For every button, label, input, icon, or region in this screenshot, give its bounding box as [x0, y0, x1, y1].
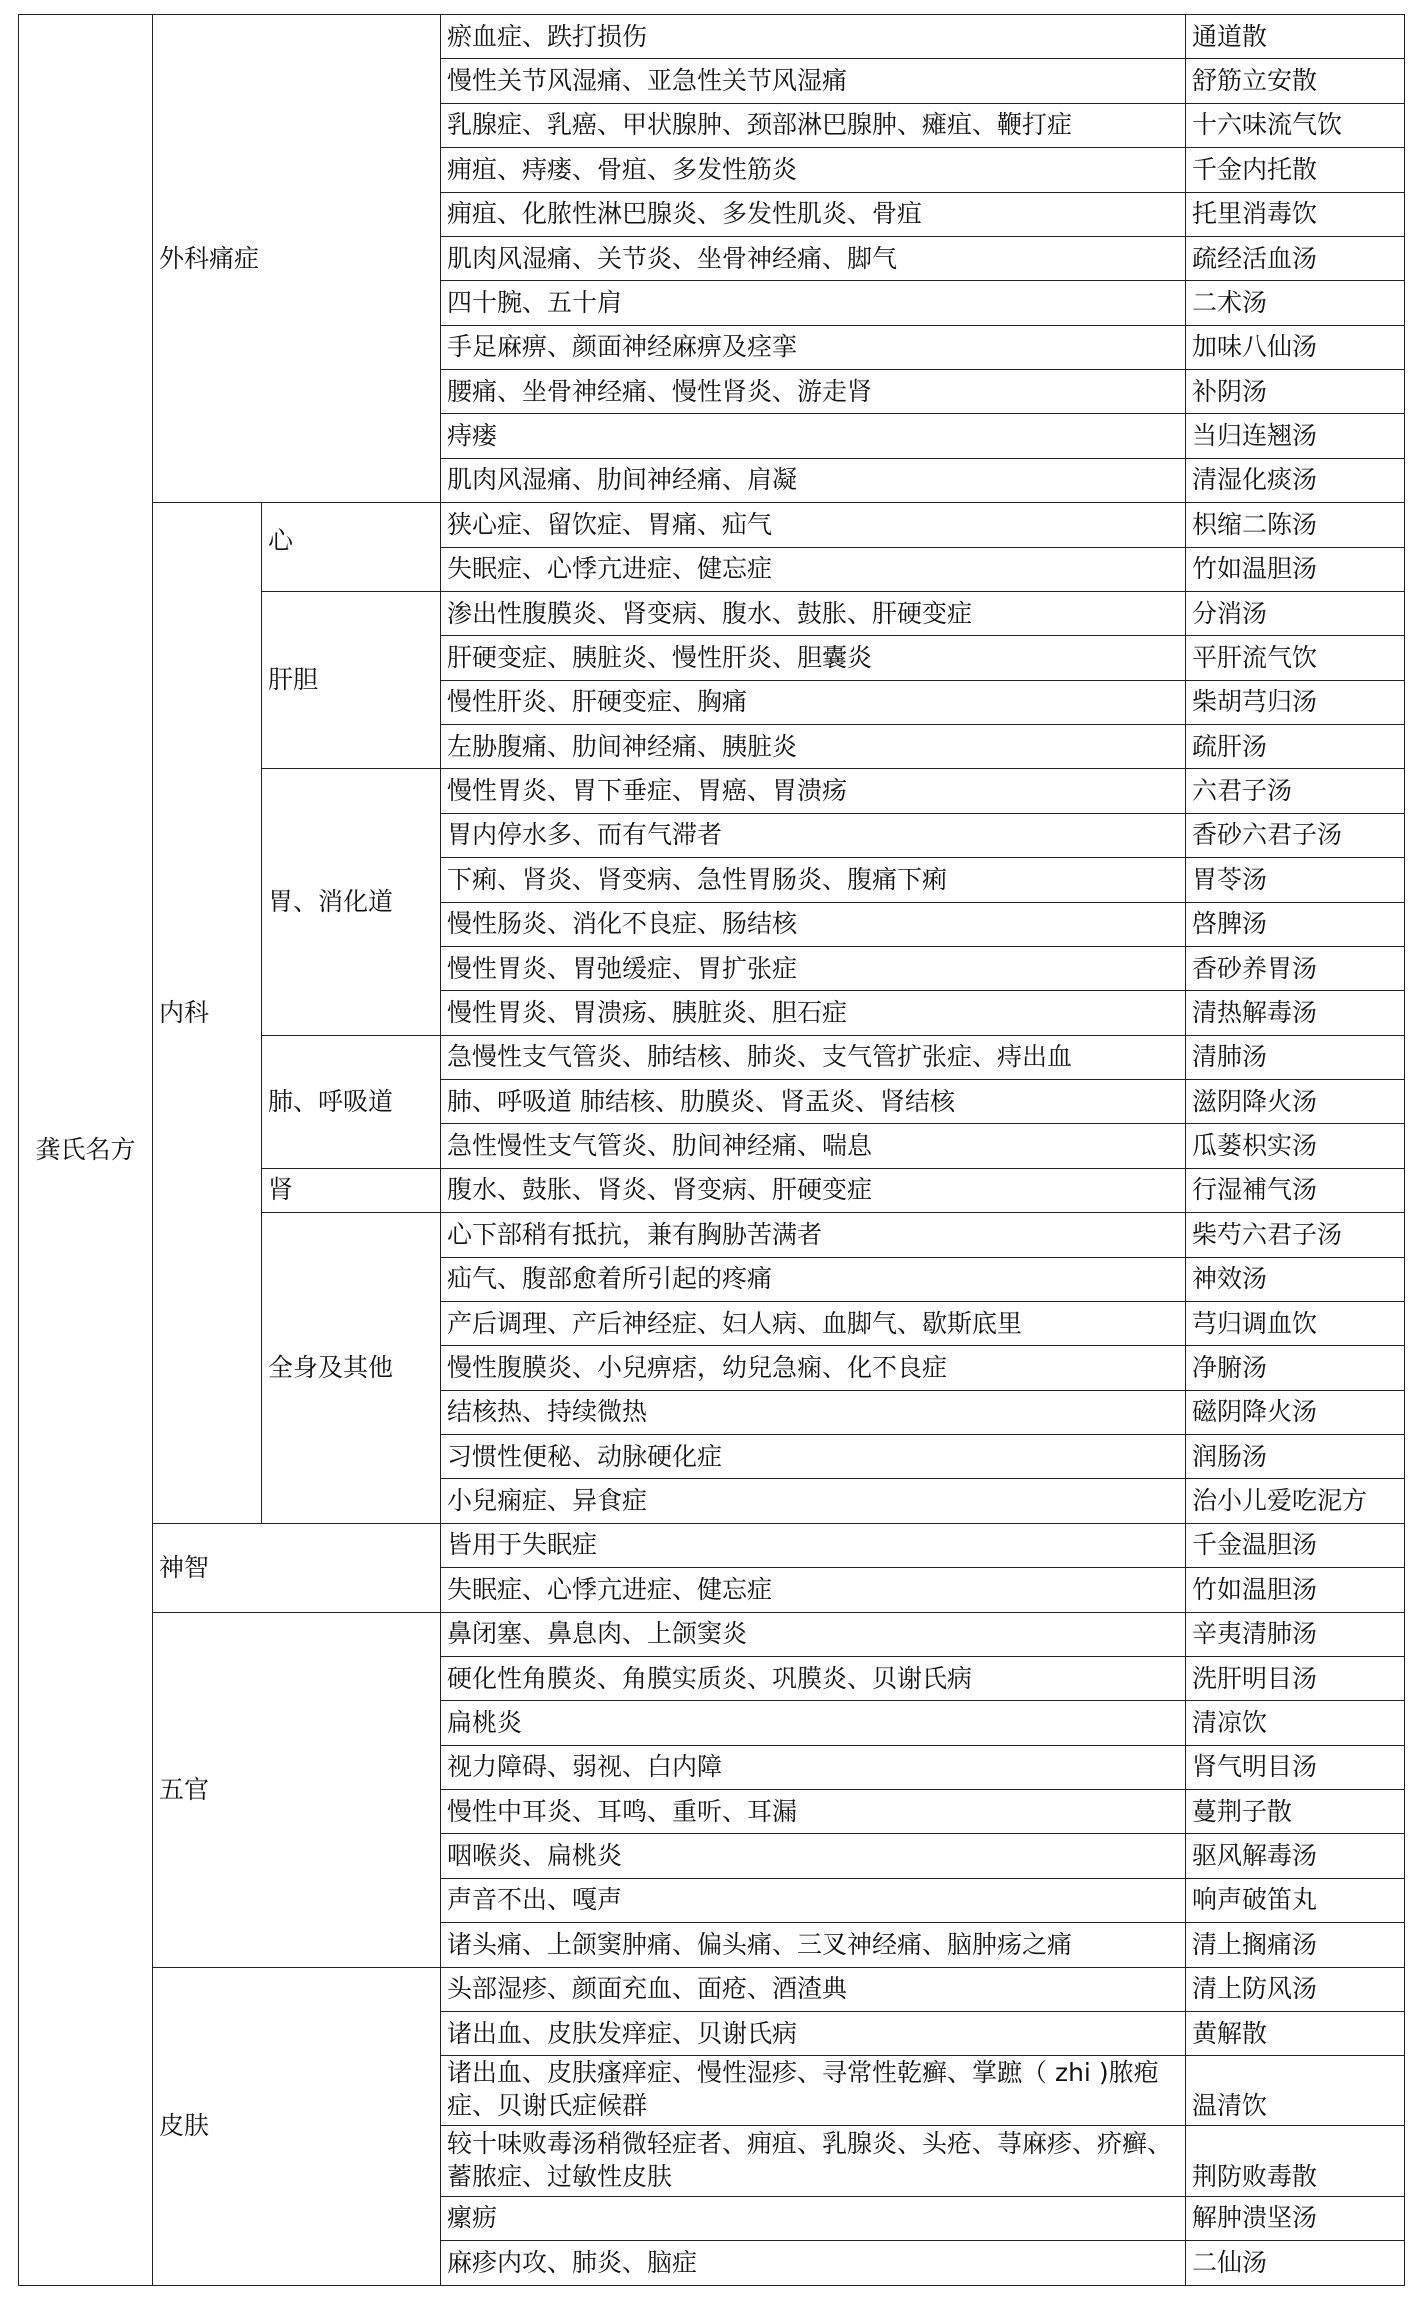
remedy-cell: 六君子汤	[1186, 769, 1405, 813]
symptom-cell: 慢性胃炎、胃弛缓症、胃扩张症	[441, 946, 1186, 990]
symptom-cell: 肝硬变症、胰脏炎、慢性肝炎、胆囊炎	[441, 636, 1186, 680]
table-title: 龚氏名方	[19, 15, 153, 2286]
symptom-cell: 瘰疬	[441, 2196, 1186, 2240]
symptom-cell: 头部湿疹、颜面充血、面疮、酒渣典	[441, 1967, 1186, 2011]
symptom-cell: 咽喉炎、扁桃炎	[441, 1834, 1186, 1878]
symptom-cell: 渗出性腹膜炎、肾变病、腹水、鼓胀、肝硬变症	[441, 591, 1186, 635]
section-label: 五官	[153, 1612, 441, 1967]
remedy-cell: 洗肝明目汤	[1186, 1656, 1405, 1700]
remedy-cell: 解肿溃坚汤	[1186, 2196, 1405, 2240]
symptom-cell: 狭心症、留饮症、胃痛、疝气	[441, 503, 1186, 547]
subsection-label: 全身及其他	[262, 1213, 441, 1524]
symptom-cell: 腹水、鼓胀、肾炎、肾变病、肝硬变症	[441, 1168, 1186, 1212]
symptom-cell: 慢性肝炎、肝硬变症、胸痛	[441, 680, 1186, 724]
symptom-cell: 慢性胃炎、胃下垂症、胃癌、胃溃疡	[441, 769, 1186, 813]
remedy-cell: 肾气明目汤	[1186, 1745, 1405, 1789]
remedy-cell: 二仙汤	[1186, 2241, 1405, 2286]
section-label: 神智	[153, 1523, 441, 1612]
table-body	[19, 15, 1405, 2286]
symptom-cell: 肌肉风湿痛、关节炎、坐骨神经痛、脚气	[441, 236, 1186, 280]
remedy-cell: 温清饮	[1186, 2056, 1405, 2126]
remedy-cell: 疏肝汤	[1186, 725, 1405, 769]
subsection-label: 心	[262, 503, 441, 592]
symptom-cell: 慢性关节风湿痛、亚急性关节风湿痛	[441, 59, 1186, 103]
remedy-cell: 分消汤	[1186, 591, 1405, 635]
remedy-cell: 通道散	[1186, 15, 1405, 59]
table-row	[19, 1967, 1405, 2011]
symptom-cell: 小兒痫症、异食症	[441, 1479, 1186, 1523]
table-row	[19, 1523, 1405, 1567]
section-label: 外科痛症	[153, 15, 441, 503]
remedy-cell: 磁阴降火汤	[1186, 1390, 1405, 1434]
table-row	[19, 1612, 1405, 1656]
symptom-cell: 产后调理、产后神经症、妇人病、血脚气、歇斯底里	[441, 1301, 1186, 1345]
symptom-cell: 急慢性支气管炎、肺结核、肺炎、支气管扩张症、痔出血	[441, 1035, 1186, 1079]
remedy-cell: 芎归调血饮	[1186, 1301, 1405, 1345]
table-row	[19, 15, 1405, 59]
remedy-cell: 清上搁痛汤	[1186, 1923, 1405, 1967]
symptom-cell: 胃内停水多、而有气滞者	[441, 813, 1186, 857]
symptom-cell: 痈疽、痔瘘、骨疽、多发性筋炎	[441, 148, 1186, 192]
symptom-cell: 诸出血、皮肤发痒症、贝谢氏病	[441, 2011, 1186, 2055]
symptom-cell: 较十味败毒汤稍微轻症者、痈疽、乳腺炎、头疮、荨麻疹、疥癣、蓄脓症、过敏性皮肤	[441, 2126, 1186, 2196]
remedy-cell: 舒筋立安散	[1186, 59, 1405, 103]
symptom-cell: 疝气、腹部愈着所引起的疼痛	[441, 1257, 1186, 1301]
remedy-cell: 润肠汤	[1186, 1435, 1405, 1479]
section-label: 皮肤	[153, 1967, 441, 2286]
symptom-cell: 扁桃炎	[441, 1701, 1186, 1745]
symptom-cell: 诸头痛、上颌窦肿痛、偏头痛、三叉神经痛、脑肿疡之痛	[441, 1923, 1186, 1967]
symptom-cell: 皆用于失眠症	[441, 1523, 1186, 1567]
remedy-cell: 蔓荆子散	[1186, 1790, 1405, 1834]
remedy-cell: 香砂养胃汤	[1186, 946, 1405, 990]
symptom-cell: 肌肉风湿痛、肋间神经痛、肩凝	[441, 458, 1186, 502]
subsection-label: 肾	[262, 1168, 441, 1212]
symptom-cell: 鼻闭塞、鼻息肉、上颌窦炎	[441, 1612, 1186, 1656]
symptom-cell: 手足麻痹、颜面神经麻痹及痉挛	[441, 325, 1186, 369]
remedy-cell: 治小儿爱吃泥方	[1186, 1479, 1405, 1523]
symptom-cell: 心下部稍有抵抗，兼有胸胁苦满者	[441, 1213, 1186, 1257]
symptom-cell: 慢性腹膜炎、小兒痹痞，幼兒急痫、化不良症	[441, 1346, 1186, 1390]
remedy-cell: 十六味流气饮	[1186, 103, 1405, 147]
subsection-label: 肝胆	[262, 591, 441, 769]
symptom-cell: 硬化性角膜炎、角膜实质炎、巩膜炎、贝谢氏病	[441, 1656, 1186, 1700]
subsection-label: 胃、消化道	[262, 769, 441, 1035]
symptom-cell: 乳腺症、乳癌、甲状腺肿、颈部淋巴腺肿、瘫疽、鞭打症	[441, 103, 1186, 147]
symptom-cell: 失眠症、心悸亢进症、健忘症	[441, 547, 1186, 591]
remedy-cell: 黄解散	[1186, 2011, 1405, 2055]
symptom-cell: 痔瘘	[441, 414, 1186, 458]
remedy-cell: 疏经活血汤	[1186, 236, 1405, 280]
remedy-cell: 辛夷清肺汤	[1186, 1612, 1405, 1656]
symptom-cell: 下痢、肾炎、肾变病、急性胃肠炎、腹痛下痢	[441, 858, 1186, 902]
remedy-cell: 加味八仙汤	[1186, 325, 1405, 369]
remedy-cell: 清热解毒汤	[1186, 991, 1405, 1035]
symptom-cell: 慢性中耳炎、耳鸣、重听、耳漏	[441, 1790, 1186, 1834]
symptom-cell: 慢性肠炎、消化不良症、肠结核	[441, 902, 1186, 946]
table-row	[19, 503, 1405, 547]
symptom-cell: 急性慢性支气管炎、肋间神经痛、喘息	[441, 1124, 1186, 1168]
remedy-cell: 驱风解毒汤	[1186, 1834, 1405, 1878]
remedy-cell: 清凉饮	[1186, 1701, 1405, 1745]
symptom-cell: 结核热、持续微热	[441, 1390, 1186, 1434]
remedy-cell: 行湿補气汤	[1186, 1168, 1405, 1212]
symptom-cell: 腰痛、坐骨神经痛、慢性肾炎、游走肾	[441, 370, 1186, 414]
remedy-cell: 千金温胆汤	[1186, 1523, 1405, 1567]
symptom-cell: 麻疹内攻、肺炎、脑症	[441, 2241, 1186, 2286]
symptom-cell: 失眠症、心悸亢进症、健忘症	[441, 1568, 1186, 1612]
remedy-cell: 托里消毒饮	[1186, 192, 1405, 236]
remedy-cell: 竹如温胆汤	[1186, 547, 1405, 591]
remedy-cell: 竹如温胆汤	[1186, 1568, 1405, 1612]
remedy-cell: 清湿化痰汤	[1186, 458, 1405, 502]
symptom-cell: 声音不出、嘎声	[441, 1878, 1186, 1922]
remedy-cell: 清肺汤	[1186, 1035, 1405, 1079]
remedy-cell: 响声破笛丸	[1186, 1878, 1405, 1922]
symptom-cell: 视力障碍、弱视、白内障	[441, 1745, 1186, 1789]
symptom-cell: 慢性胃炎、胃溃疡、胰脏炎、胆石症	[441, 991, 1186, 1035]
remedy-cell: 滋阴降火汤	[1186, 1080, 1405, 1124]
remedy-cell: 神效汤	[1186, 1257, 1405, 1301]
remedy-cell: 胃苓汤	[1186, 858, 1405, 902]
symptom-cell: 痈疽、化脓性淋巴腺炎、多发性肌炎、骨疽	[441, 192, 1186, 236]
symptom-cell: 瘀血症、跌打损伤	[441, 15, 1186, 59]
section-label: 内科	[153, 503, 262, 1524]
symptom-cell: 诸出血、皮肤瘙痒症、慢性湿疹、寻常性乾癣、掌蹠（ zhi )脓疱症、贝谢氏症候群	[441, 2056, 1186, 2126]
remedy-cell: 香砂六君子汤	[1186, 813, 1405, 857]
remedy-cell: 枳缩二陈汤	[1186, 503, 1405, 547]
remedy-cell: 柴胡芎归汤	[1186, 680, 1405, 724]
remedy-cell: 清上防风汤	[1186, 1967, 1405, 2011]
remedy-cell: 啓脾汤	[1186, 902, 1405, 946]
remedy-cell: 瓜蒌枳实汤	[1186, 1124, 1405, 1168]
remedy-cell: 荆防败毒散	[1186, 2126, 1405, 2196]
remedy-cell: 当归连翘汤	[1186, 414, 1405, 458]
remedy-cell: 净腑汤	[1186, 1346, 1405, 1390]
remedy-cell: 平肝流气饮	[1186, 636, 1405, 680]
symptom-cell: 左胁腹痛、肋间神经痛、胰脏炎	[441, 725, 1186, 769]
symptom-cell: 习惯性便秘、动脉硬化症	[441, 1435, 1186, 1479]
subsection-label: 肺、呼吸道	[262, 1035, 441, 1168]
symptom-cell: 四十腕、五十肩	[441, 281, 1186, 325]
remedy-cell: 二术汤	[1186, 281, 1405, 325]
remedy-cell: 柴芍六君子汤	[1186, 1213, 1405, 1257]
remedy-cell: 补阴汤	[1186, 370, 1405, 414]
prescription-table	[18, 14, 1405, 2286]
symptom-cell: 肺、呼吸道 肺结核、肋膜炎、肾盂炎、肾结核	[441, 1080, 1186, 1124]
remedy-cell: 千金内托散	[1186, 148, 1405, 192]
